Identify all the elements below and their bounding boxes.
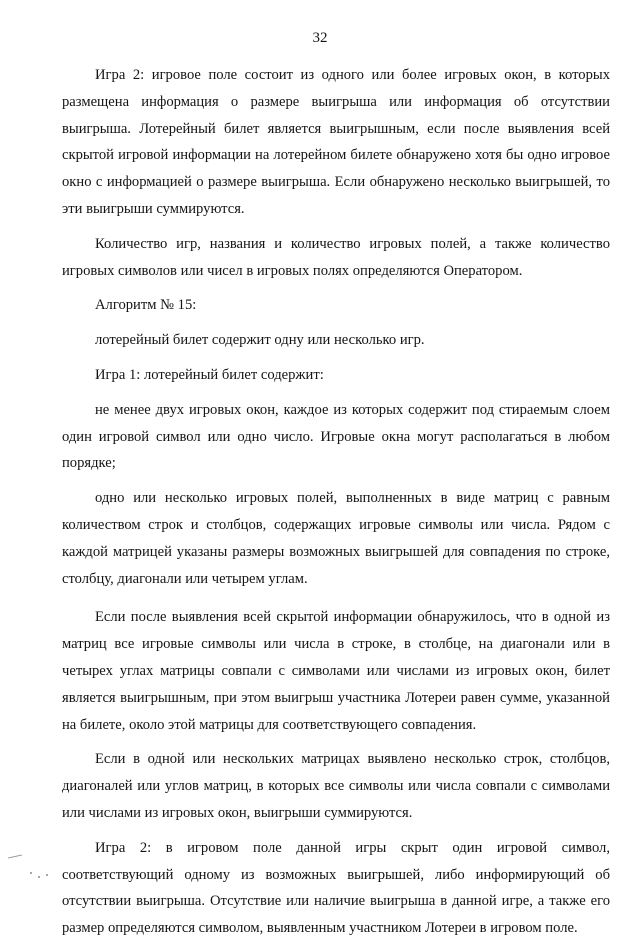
page-number: 32	[312, 30, 328, 46]
paragraph-game1-heading: Игра 1: лотерейный билет содержит:	[95, 366, 324, 383]
paragraph-ticket-contains: лотерейный билет содержит одну или несколько игр.	[95, 332, 425, 349]
scan-artifact	[38, 876, 40, 878]
paragraph-multiple-wins: Если в одной или нескольких матрицах выявлено несколько строк, столбцов, диагоналей или углов матриц, в которых все символы или числа совпали с символами или числами из игровых окон, выигрыши суммируются.	[62, 751, 610, 821]
paragraph-game-windows: не менее двух игровых окон, каждое из которых содержит под стираемым слоем один игровой символ или одно число. Игровые окна могут располагаться в любом порядке;	[62, 401, 610, 472]
scan-artifact	[8, 855, 22, 859]
paragraph-game-fields: одно или несколько игровых полей, выполненных в виде матриц с равным количеством строк и столбцов, содержащих игровые символы или числа. Рядом с каждой матрицей указаны размеры возможных выигрышей для совпадения по строке, столбцу, диагонали или четырем углам.	[62, 490, 610, 587]
paragraph-algorithm-heading: Алгоритм № 15:	[95, 297, 197, 314]
body-text	[62, 62, 610, 942]
paragraph-game2-symbol: Игра 2: в игровом поле данной игры скрыт один игровой символ, соответствующий одному из возможных выигрышей, либо информирующий об отсутствии выигрыша. Отсутствие или наличие выигрыша в данной игре, а также его размер определяются символом, выявленным участником Лотереи в игровом поле.	[62, 839, 610, 937]
paragraph-matrix-win-rule: Если после выявления всей скрытой информации обнаружилось, что в одной из матриц все игровые символы или числа в строке, в столбце, на диагонали или в четырех углах матрицы совпали с символами или числами из игровых окон, билет является выигрышным, при этом выигрыш участника Лотереи равен сумме, указанной на билете, около этой матрицы для соответствующего совпадения.	[62, 609, 610, 733]
paragraph-game2-description: Игра 2: игровое поле состоит из одного или более игровых окон, в которых размещена информация о размере выигрыша или информация об отсутствии выигрыша. Лотерейный билет является выигрышным, если после выявления всей скрытой игровой информации на лотерейном билете обнаружено хотя бы одно игровое окно с информацией о размере выигрыша. Если обнаружено несколько выигрышей, то эти выигрыши суммируются.	[62, 67, 610, 217]
paragraph-operator-defines: Количество игр, названия и количество игровых полей, а также количество игровых символов или чисел в игровых полях определяются Оператором.	[62, 235, 610, 279]
scan-artifact	[46, 874, 48, 876]
scan-artifact	[30, 872, 32, 874]
